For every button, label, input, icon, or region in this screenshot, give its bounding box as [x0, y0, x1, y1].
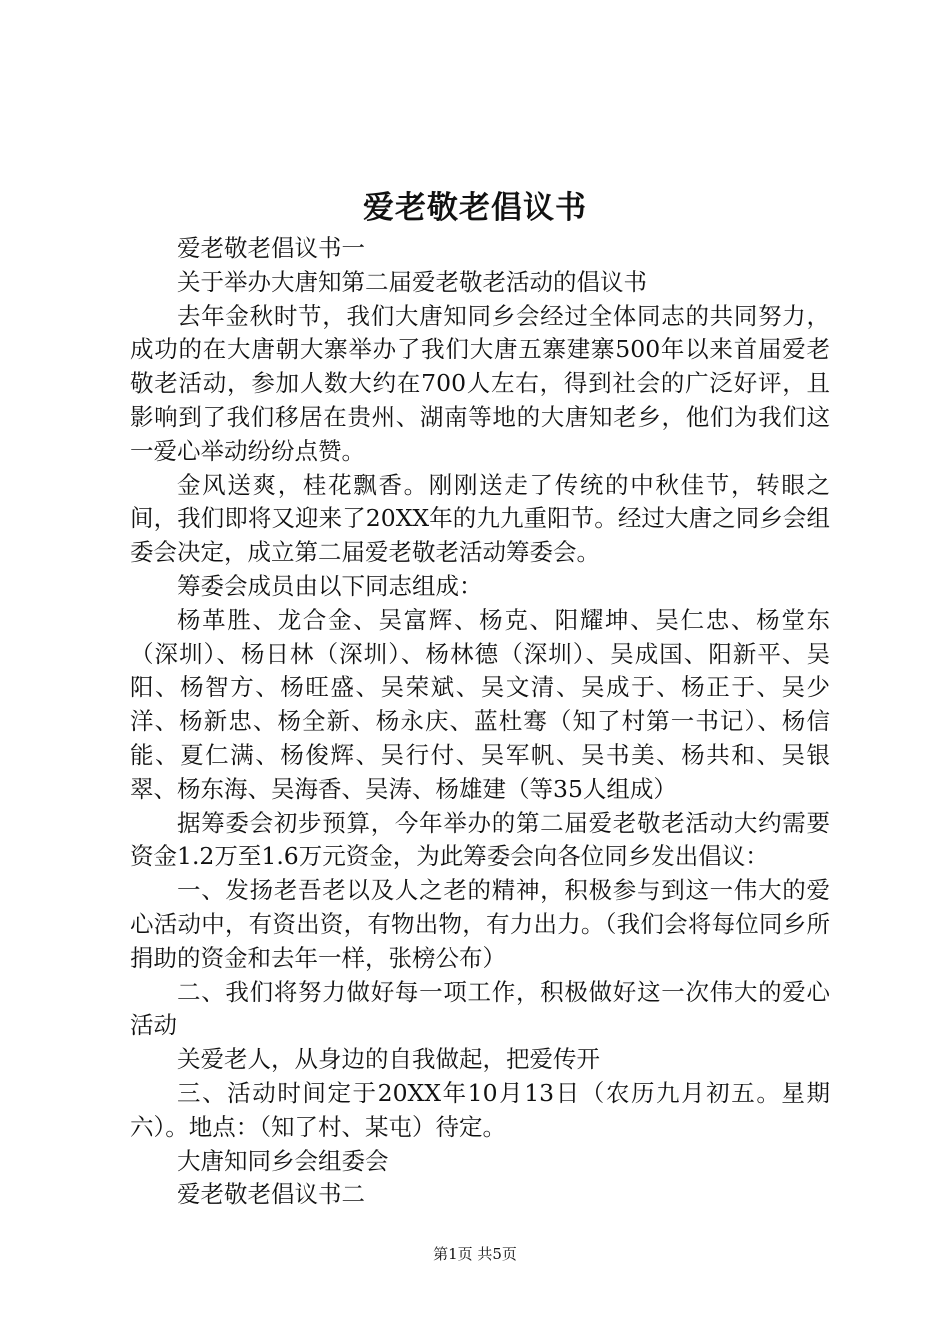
document-title: 爱老敬老倡议书 [363, 190, 587, 226]
proposal-item: 一、发扬老吾老以及人之老的精神，积极参与到这一伟大的爱心活动中，有资出资，有物出物，有力出力。（我们会将每位同乡所捐助的资金和去年一样，张榜公布） [130, 876, 830, 972]
member-list: 杨革胜、龙合金、吴富辉、杨克、阳耀坤、吴仁忠、杨堂东（深圳）、杨日林（深圳）、杨林德（深圳）、吴成国、阳新平、吴阳、杨智方、杨旺盛、吴荣斌、吴文清、吴成于、杨正于、吴少洋、杨新忠、杨全新、杨永庆、蓝杜骞（知了村第一书记）、杨信能、夏仁满、杨俊辉、吴行付、吴军帆、吴书美、杨共和、吴银翠、杨东海、吴海香、吴涛、杨雄建（等35人组成） [130, 605, 830, 803]
subtitle: 关于举办大唐知第二届爱老敬老活动的倡议书 [177, 267, 647, 296]
paragraph: 据筹委会初步预算，今年举办的第二届爱老敬老活动大约需要资金1.2万至1.6万元资金，为此筹委会向各位同乡发出倡议： [130, 808, 830, 871]
section-heading: 爱老敬老倡议书一 [177, 234, 365, 262]
section-heading: 爱老敬老倡议书二 [177, 1180, 365, 1209]
signature: 大唐知同乡会组委会 [177, 1146, 389, 1175]
paragraph: 金风送爽，桂花飘香。刚刚送走了传统的中秋佳节，转眼之间，我们即将又迎来了20XX年的九九重阳节。经过大唐之同乡会组委会决定，成立第二届爱老敬老活动筹委会。 [130, 470, 830, 567]
paragraph: 筹委会成员由以下同志组成： [177, 571, 483, 600]
page-footer: 第1页 共5页 [433, 1245, 517, 1263]
paragraph: 去年金秋时节，我们大唐知同乡会经过全体同志的共同努力，成功的在大唐朝大寨举办了我们大唐五寨建寨500年以来首届爱老敬老活动，参加人数大约在700人左右，得到社会的广泛好评，且影响到了我们移居在贵州、湖南等地的大唐知老乡，他们为我们这一爱心举动纷纷点赞。 [130, 301, 830, 465]
document-body [130, 232, 830, 1212]
paragraph: 关爱老人，从身边的自我做起，把爱传开 [177, 1045, 600, 1074]
proposal-item: 三、活动时间定于20XX年10月13日（农历九月初五。星期六）。地点：（知了村、某屯）待定。 [130, 1078, 830, 1141]
proposal-item: 二、我们将努力做好每一项工作，积极做好这一次伟大的爱心活动 [130, 977, 830, 1040]
